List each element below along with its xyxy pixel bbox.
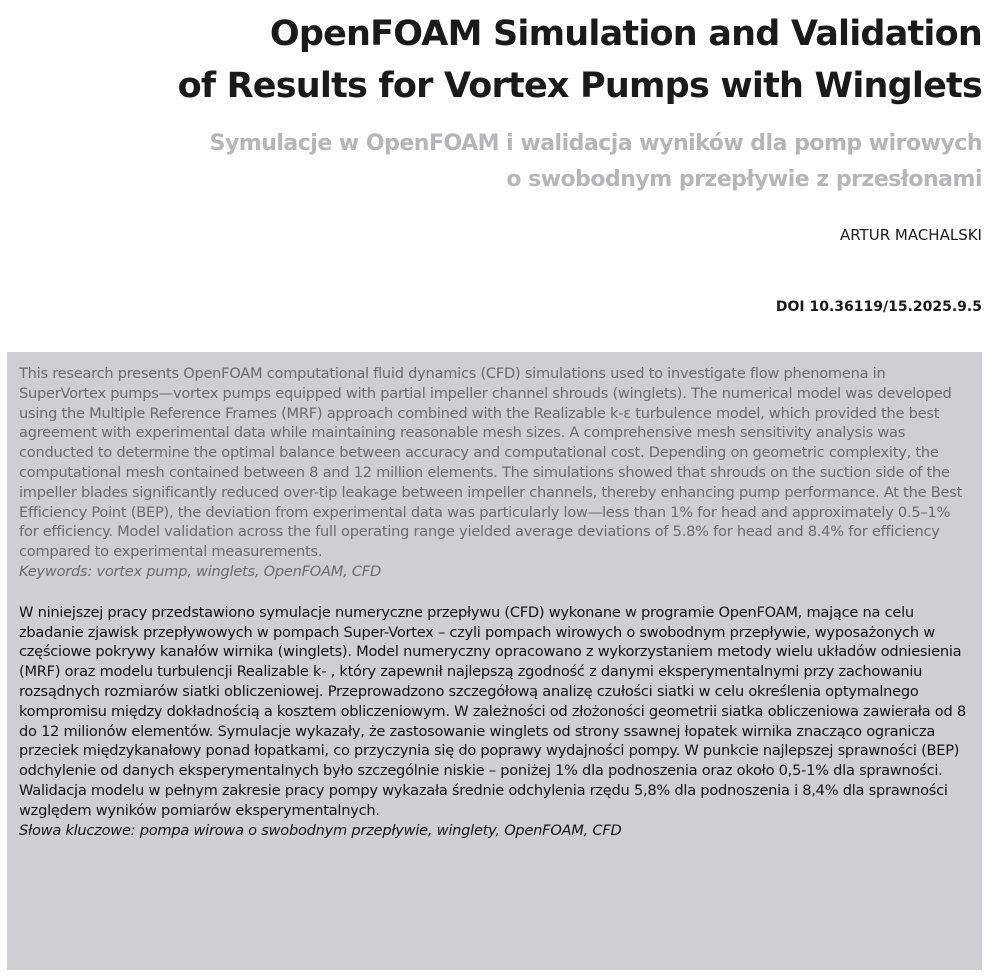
- article-subtitle-line-2: o swobodnym przepływie z przesłonami: [506, 167, 982, 192]
- doi-identifier: DOI 10.36119/15.2025.9.5: [775, 299, 982, 315]
- keywords-english: Keywords: vortex pump, winglets, OpenFOAM, CFD: [19, 562, 381, 580]
- keywords-polish: Słowa kluczowe: pompa wirowa o swobodnym przepływie, winglety, OpenFOAM, CFD: [19, 821, 622, 839]
- article-subtitle-polish: [22, 126, 982, 198]
- article-title-line-2: of Results for Vortex Pumps with Winglets: [177, 66, 982, 106]
- abstract-panel: [7, 352, 982, 970]
- abstract-polish: [19, 603, 970, 841]
- abstract-english-body: This research presents OpenFOAM computational fluid dynamics (CFD) simulations used to investigate flow phenomena in SuperVortex pumps—vortex pumps equipped with partial impeller channel shrouds (winglets). The numerical model was developed using the Multiple Reference Frames (MRF) approach combined with the Realizable k-ε turbulence model, which provided the best agreement with experimental data while maintaining reasonable mesh sizes. A comprehensive mesh sensitivity analysis was conducted to determine the optimal balance between accuracy and computational cost. Depending on geometric complexity, the computational mesh contained between 8 and 12 million elements. The simulations showed that shrouds on the suction side of the impeller blades significantly reduced over-tip leakage between impeller channels, thereby enhancing pump performance. At the Best Efficiency Point (BEP), the deviation from experimental data was particularly low—less than 1% for head and approximately 0.5–1% for efficiency. Model validation across the full operating range yielded average deviations of 5.8% for head and 8.4% for efficiency compared to experimental measurements.: [19, 365, 963, 561]
- abstract-english: [19, 364, 970, 582]
- article-title-line-1: OpenFOAM Simulation and Validation: [269, 14, 982, 54]
- article-title: [22, 8, 982, 112]
- abstract-polish-body: W niniejszej pracy przedstawiono symulacje numeryczne przepływu (CFD) wykonane w programie OpenFOAM, mające na celu zbadanie zjawisk przepływowych w pompach Super-Vortex – czyli pompach wirowych o swobodnym przepływie, wyposażonych w częściowe pokrywy kanałów wirnika (winglets). Model numeryczny opracowano z wykorzystaniem metody wielu układów odniesienia (MRF) oraz modelu turbulencji Realizable k- , który zapewnił najlepszą zgodność z danymi eksperymentalnymi przy zachowaniu rozsądnych rozmiarów siatki obliczeniowej. Przeprowadzono szczegółową analizę czułości siatki w celu określenia optymalnego kompromisu między dokładnością a kosztem obliczeniowym. W zależności od złożoności geometrii siatka obliczeniowa zawierała od 8 do 12 milionów elementów. Symulacje wykazały, że zastosowanie winglets od strony ssawnej łopatek wirnika znacząco ogranicza przeciek międzykanałowy ponad łopatkami, co przyczynia się do poprawy wydajności pompy. W punkcie najlepszej sprawności (BEP) odchylenie od danych eksperymentalnych było szczególnie niskie – poniżej 1% dla podnoszenia oraz około 0,5-1% dla sprawności. Walidacja modelu w pełnym zakresie pracy pompy wykazała średnie odchylenia rzędu 5,8% dla podnoszenia i 8,4% dla sprawności względem wyników pomiarów eksperymentalnych.: [19, 603, 966, 819]
- author-name: ARTUR MACHALSKI: [839, 226, 982, 244]
- article-subtitle-line-1: Symulacje w OpenFOAM i walidacja wyników dla pomp wirowych: [209, 131, 982, 156]
